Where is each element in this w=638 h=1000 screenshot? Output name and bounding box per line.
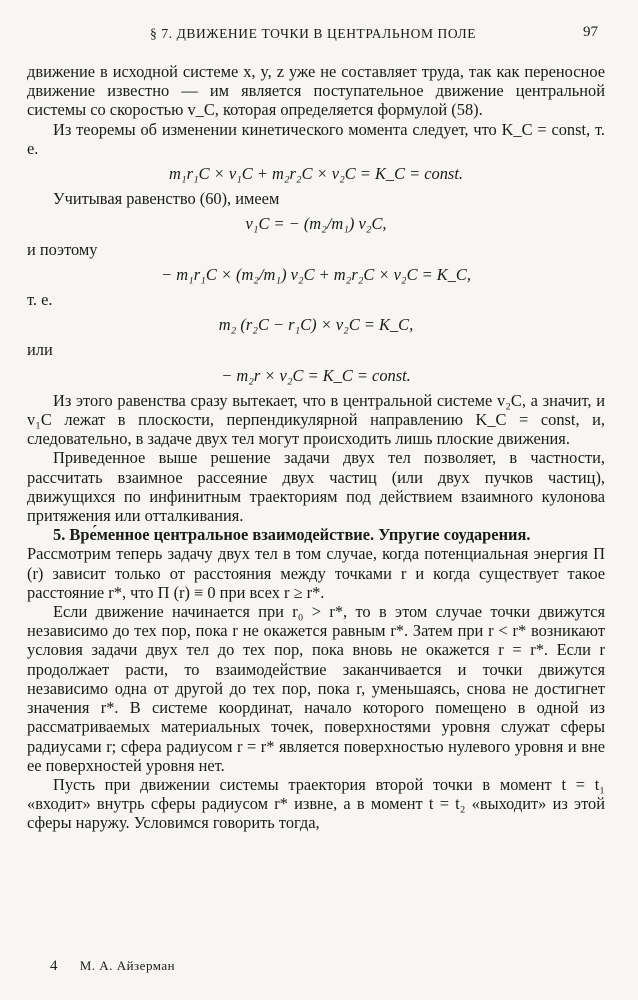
paragraph: Приведенное выше решение задачи двух тел позволяет, в частности, рассчитать взаимное рассеяние двух частиц (или двух пучков частиц), движущихся по инфинитным траекториям под действием взаимного кулонова притяжения или отталкивания. bbox=[27, 448, 605, 526]
equation-connector: и поэтому bbox=[27, 239, 98, 259]
equation: m₁r₁C × v₁C + m₂r₂C × v₂C = K_C = const. bbox=[169, 164, 463, 184]
paragraph: Учитывая равенство (60), имеем bbox=[53, 189, 280, 209]
page-footer bbox=[50, 958, 175, 975]
running-title: § 7. ДВИЖЕНИЕ ТОЧКИ В ЦЕНТРАЛЬНОМ ПОЛЕ bbox=[150, 26, 477, 41]
paragraph: Из этого равенства сразу вытекает, что в центральной системе v₂C, а значит, и v₁C лежат в плоскости, перпендикулярной направлению K_C = const, и, следовательно, в задаче двух тел могут происходить лишь плоские движения. bbox=[27, 390, 605, 449]
equation-connector: т. е. bbox=[27, 290, 53, 310]
paragraph: движение в исходной системе x, y, z уже не составляет труда, так как переносное движение известно — им является поступательное движение центральной системы со скоростью v_C, которая определяется формулой (58). bbox=[27, 62, 605, 120]
paragraph: Рассмотрим теперь задачу двух тел в том случае, когда потенциальная энергия Π (r) зависит только от расстояния между точками r и когда существует такое расстояние r*, что Π (r) ≡ 0 при всех r ≥ r*. bbox=[27, 544, 605, 602]
paragraph: Пусть при движении системы траектория второй точки в момент t = t₁ «входит» внутрь сферы радиусом r* извне, а в момент t = t₂ «выходит» из этой сферы наружу. Условимся говорить тогда, bbox=[27, 774, 605, 833]
page-number: 97 bbox=[583, 24, 598, 40]
signature-mark: 4 bbox=[50, 958, 58, 974]
equation: − m₂r × v₂C = K_C = const. bbox=[221, 365, 411, 385]
paragraph: Из теоремы об изменении кинетического момента следует, что K_C = const, т. е. bbox=[27, 119, 605, 158]
equation: v₁C = − (m₂/m₁) v₂C, bbox=[245, 214, 387, 234]
equation: m₂ (r₂C − r₁C) × v₂C = K_C, bbox=[218, 315, 414, 335]
page-body bbox=[27, 62, 605, 833]
equation: − m₁r₁C × (m₂/m₁) v₂C + m₂r₂C × v₂C = K_C, bbox=[161, 264, 471, 284]
equation-connector: или bbox=[27, 340, 53, 360]
author-name: М. А. Айзерман bbox=[79, 958, 176, 973]
section-heading: 5. Вре́менное центральное взаимодействие. Упругие соударения. bbox=[53, 525, 531, 545]
page-header bbox=[0, 24, 638, 46]
paragraph: Если движение начинается при r₀ > r*, то в этом случае точки движутся независимо до тех пор, пока r не окажется равным r*. Затем при r < r* возникают условия задачи двух тел до тех пор, пока вновь не окажется r = r*. Если r продолжает расти, то взаимодействие заканчивается и точки движутся независимо одна от другой до тех пор, пока r, уменьшаясь, снова не достигнет значения r*. В системе координат, начало которого помещено в одной из рассматриваемых материальных точек, поверхностями уровня служат сферы радиусами r; сфера радиусом r = r* является поверхностью нулевого уровня и вне ее поверхностей уровня нет. bbox=[27, 602, 605, 775]
